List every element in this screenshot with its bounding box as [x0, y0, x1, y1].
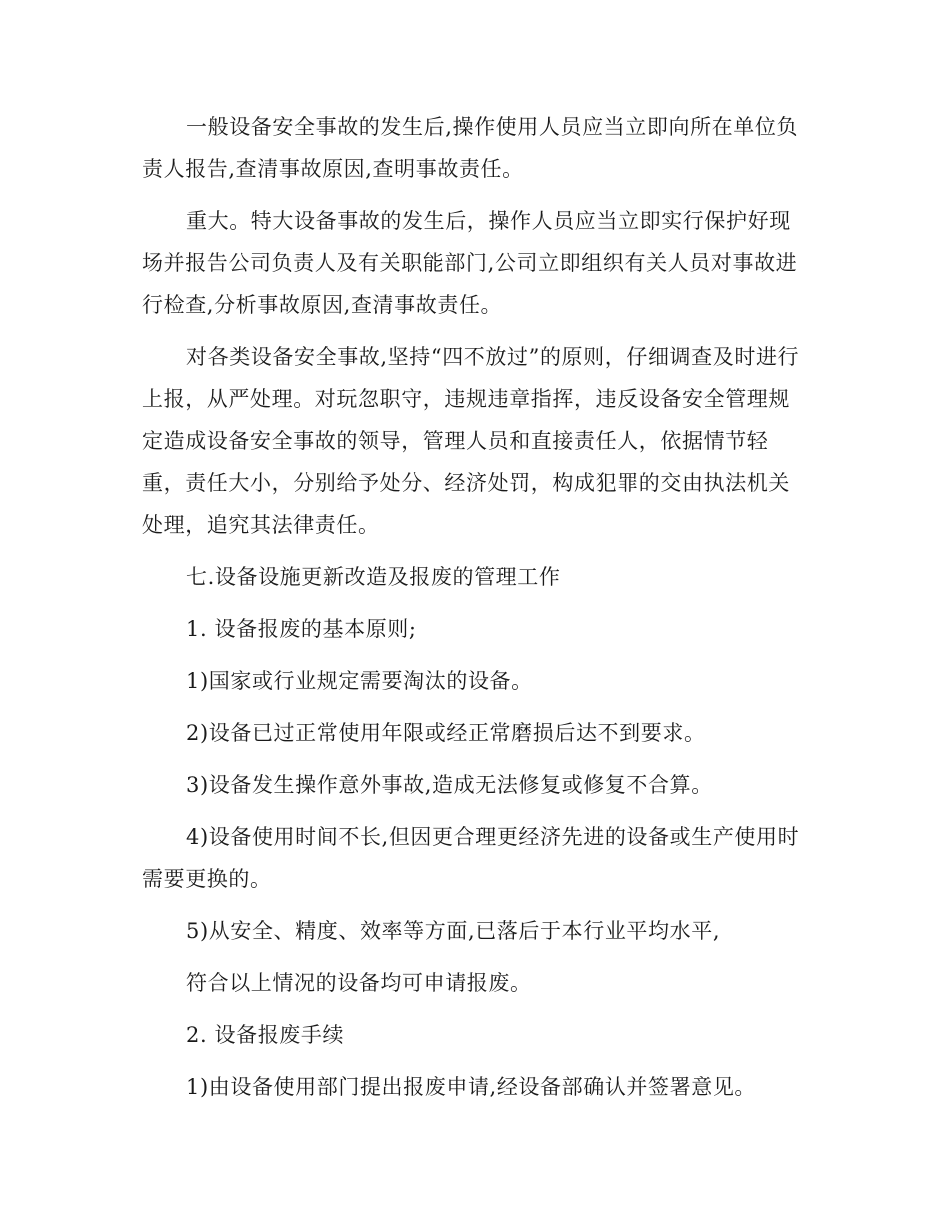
- paragraph-major-accident: 重大。特大设备事故的发生后，操作人员应当立即实行保护好现场并报告公司负责人及有关职能部门,公司立即组织有关人员对事故进行检查,分析事故原因,查清事故责任。: [142, 209, 798, 317]
- paragraph-general-accident: 一般设备安全事故的发生后,操作使用人员应当立即向所在单位负责人报告,查清事故原因,查明事故责任。: [142, 115, 799, 181]
- document-body: [142, 106, 808, 1118]
- procedure-item-1: 1)由设备使用部门提出报废申请,经设备部确认并签署意见。: [186, 1075, 757, 1099]
- list-item-1: 1)国家或行业规定需要淘汰的设备。: [186, 669, 533, 693]
- paragraph-four-no-release: 对各类设备安全事故,坚持“四不放过”的原则，仔细调查及时进行上报，从严处理。对玩忽职守，违规违章指挥，违反设备安全管理规定造成设备安全事故的领导，管理人员和直接责任人，依据情节轻重，责任大小，分别给予处分、经济处罚，构成犯罪的交由执法机关处理，追究其法律责任。: [142, 345, 800, 537]
- list-item-3: 3)设备发生操作意外事故,造成无法修复或修复不合算。: [186, 773, 713, 797]
- section-heading-seven: 七.设备设施更新改造及报废的管理工作: [186, 565, 561, 589]
- list-item-5: 5)从安全、精度、效率等方面,已落后于本行业平均水平,: [186, 919, 721, 943]
- summary-line: 符合以上情况的设备均可申请报废。: [186, 971, 532, 995]
- list-item-2: 2)设备已过正常使用年限或经正常磨损后达不到要求。: [186, 721, 706, 745]
- subheading-scrap-principles: 1. 设备报废的基本原则;: [186, 617, 417, 641]
- subheading-scrap-procedure: 2. 设备报废手续: [186, 1023, 345, 1047]
- list-item-4: 4)设备使用时间不长,但因更合理更经济先进的设备或生产使用时需要更换的。: [142, 825, 800, 891]
